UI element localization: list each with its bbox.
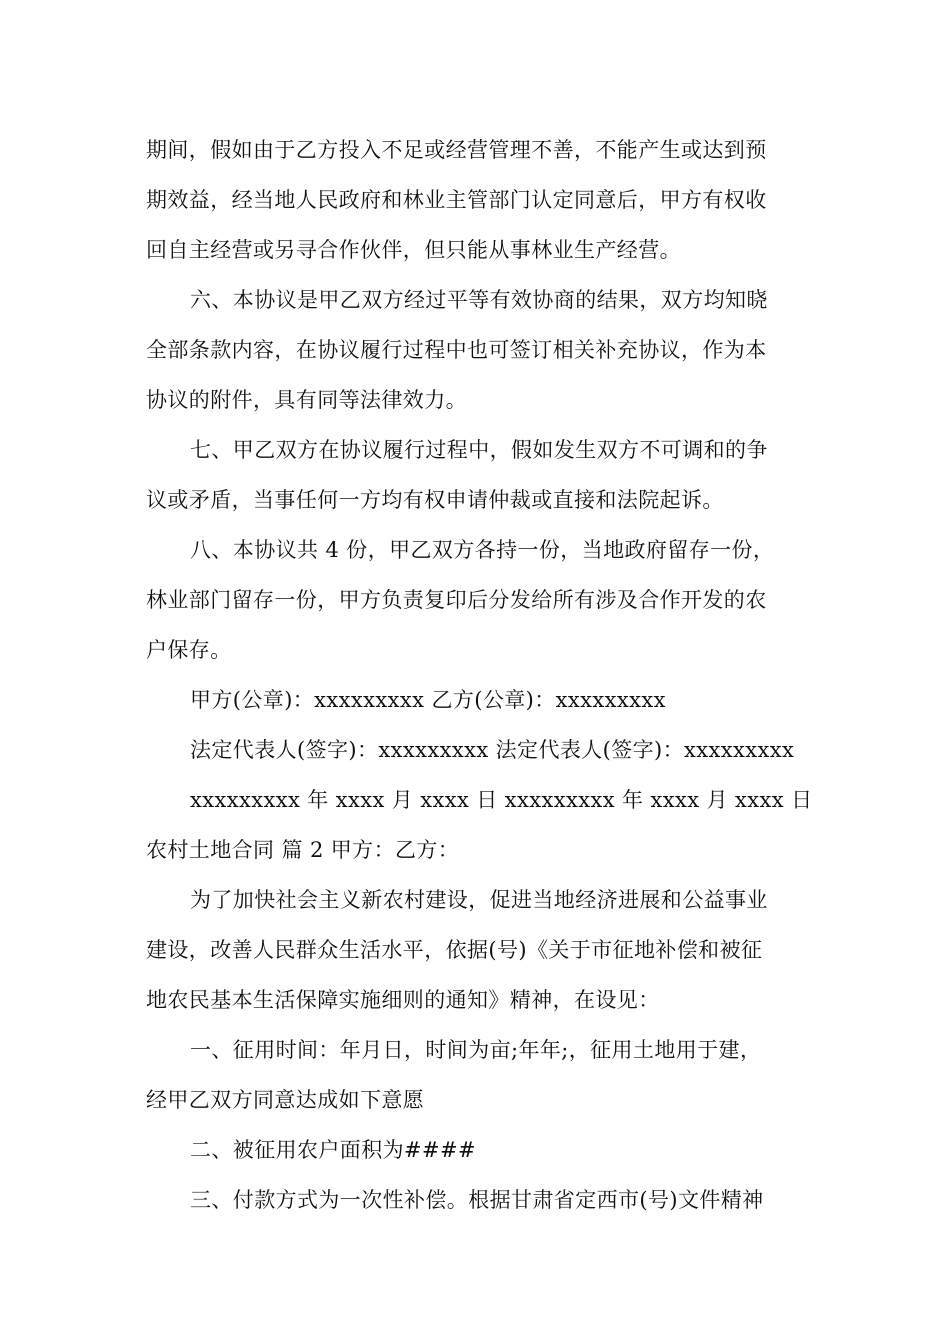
text-line: 议或矛盾，当事任何一方均有权申请仲裁或直接和法院起诉。 <box>146 488 724 512</box>
paragraph-start-line: 六、本协议是甲乙双方经过平等有效协商的结果，双方均知晓 <box>190 288 768 312</box>
paragraph-start-line: 七、甲乙双方在协议履行过程中，假如发生双方不可调和的争 <box>190 438 768 462</box>
contract-heading: 农村土地合同 篇 2 甲方：乙方： <box>146 838 460 862</box>
text-line: 林业部门留存一份，甲方负责复印后分发给所有涉及合作开发的农 <box>146 588 767 612</box>
text-line: 期效益，经当地人民政府和林业主管部门认定同意后，甲方有权收 <box>146 188 767 212</box>
text-line: 全部条款内容，在协议履行过程中也可签订相关补充协议，作为本 <box>146 338 767 362</box>
text-line: 户保存。 <box>146 638 232 662</box>
text-line: 建设，改善人民群众生活水平，依据(号)《关于市征地补偿和被征 <box>146 938 763 962</box>
paragraph-start-line: 一、征用时间：年月日，时间为亩;年年;，征用土地用于建， <box>190 1038 762 1062</box>
text-line: 经甲乙双方同意达成如下意愿 <box>146 1088 425 1112</box>
paragraph-start-line: 三、付款方式为一次性补偿。根据甘肃省定西市(号)文件精神 <box>190 1188 764 1212</box>
signature-seal-line: 甲方(公章)：xxxxxxxxx 乙方(公章)：xxxxxxxxx <box>190 688 666 712</box>
text-line: 地农民基本生活保障实施细则的通知》精神，在设见： <box>146 988 660 1012</box>
paragraph-start-line: 为了加快社会主义新农村建设，促进当地经济进展和公益事业 <box>190 888 768 912</box>
text-line: 协议的附件，具有同等法律效力。 <box>146 388 467 412</box>
signature-representative-line: 法定代表人(签字)：xxxxxxxxx 法定代表人(签字)：xxxxxxxxx <box>190 738 795 762</box>
paragraph-start-line: 八、本协议共 4 份，甲乙双方各持一份，当地政府留存一份， <box>190 538 775 562</box>
text-line: 回自主经营或另寻合作伙伴，但只能从事林业生产经营。 <box>146 238 681 262</box>
signature-date-line: xxxxxxxxx 年 xxxx 月 xxxx 日 xxxxxxxxx 年 xxxx 月 xxxx 日 <box>190 788 813 812</box>
paragraph-start-line: 二、被征用农户面积为#### <box>190 1138 476 1162</box>
text-line: 期间，假如由于乙方投入不足或经营管理不善，不能产生或达到预 <box>146 138 767 162</box>
